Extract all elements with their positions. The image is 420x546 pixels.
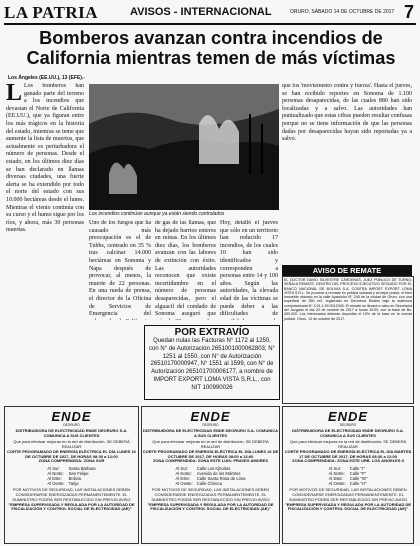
ende-logo-sub: DEORURO bbox=[63, 423, 80, 427]
lost-notice bbox=[144, 325, 280, 400]
article-column-2 bbox=[89, 220, 151, 320]
lost-notice-text: Quedan nulas las Facturas N° 1172 al 1250, con N° de Autorización 2651001000062803; N° 1251 al 1550, con N° de Autorización 26510170000947, N° 1551 al 1599, con N° de Autorización 265101700006177, a nombre de IMPORT EXPORT LOMA VISTA S.R.L., con NIT 100990026 bbox=[149, 338, 275, 391]
ad-tagline: "EMPRESA SUPERVISADA Y REGULADA POR LA AUTORIDAD DE FISCALIZACIÓN Y CONTROL SOCIAL DE ELECTRICIDAD (AE)" bbox=[8, 501, 135, 512]
article-text-col1: Los bomberos han ganado parte del terreno a los incendios que devastan el Norte de California (EE.UU.), que ya figuran entre los más trágicos en la historia del estado, mientras se teme que aumente la lista de muertos, que actualmente es perturbadora el número de personas. Desde el estado, en los últimos diez días se han declarado en llamas diversas ciudades, una fuerte alerta se ha extendido por todo el norte del estado con sus 10.000 hectáreas desde el lunes. Mientras el viento continúa con su curso y el humo sigue por los ríos, y ahora, más 30 personas muertas. bbox=[6, 83, 84, 234]
article-text-col4: Hoy, detalló el jueves que sólo en un territorio han reducido 17 incendios, de los cuales 10 han sido identificados y corresponden a personas entre 14 y 100 años. Según las autoridades, la elevada edad de las víctimas se puede deber a las dificultades de bbox=[220, 220, 278, 318]
article-text-col5: que los 'moviemento contra y fuerza'. Hasta el jueves, se han recibido reportes en Sonoma de 1.100 personas desaparecidas, de las cuales 880 han sido localizadas y a salvo. Las autoridades han puntualizado que estas cifras pueden resultar confusas porque no se tiene información de que las personas dadas por desaparecidas hayan sido reportadas ya a salvo. bbox=[282, 83, 412, 143]
ad-zone: ZONA COMPRENDIDA: ZONA SUR bbox=[38, 458, 105, 464]
ad-zone: ZONA COMPRENDIDA: ZONA ESTE URB. LOS ÁNGELES II bbox=[292, 458, 404, 464]
newspaper-logo: LA PATRIA bbox=[4, 3, 99, 22]
page-header bbox=[4, 3, 416, 25]
ad-zone: ZONA COMPRENDIDA: ZONA ESTE LUIS: PRAVES AMORES bbox=[152, 458, 269, 464]
article-text-col3: de gas de las llamas, que ha dejado barrios enteros en ruinas. En los últimos diez días, los bomberos avanzan con las labores de extinción con éxito. Las autoridades reconocen que existe incertidumbre en el número de personas desaparecidas, pero el alguacil del condado de Sonoma aseguró que bbox=[155, 220, 216, 318]
ad-intro: Que para efectuar mejoras en la red de distribución, SE DEBERÁ REALIZAR bbox=[152, 439, 269, 449]
ende-logo: ENDE bbox=[327, 409, 369, 424]
fire-photo bbox=[89, 84, 279, 210]
ad-company: DISTRIBUIDORA DE ELECTRICIDAD ENDE DEORURO S.A. COMUNICA A SUS CLIENTES bbox=[15, 428, 128, 438]
section-title: AVISOS - INTERNACIONAL bbox=[130, 6, 272, 18]
dateline: ORURO, SÁBADO 14 DE OCTUBRE DE 2017 bbox=[290, 9, 395, 15]
article-headline: Bomberos avanzan contra incendios de California mientras temen de más víctimas bbox=[26, 28, 396, 68]
ad-cut: CORTE PROGRAMADO DE ENERGÍA ELÉCTRICA EL DÍA LUNES 16 DE OCTUBRE DE 2017, DE HORAS 08:00 a 13:00 bbox=[142, 448, 279, 459]
ad-footer: POR MOTIVOS DE SEGURIDAD, LAS INSTALACIONES DEBEN CONSIDERARSE ENERGIZADAS PERMANENTEMENTE. EL SUMINISTRO PODRÁ SER RESTABLECIDO SIN PREVIO AVISO bbox=[288, 487, 408, 502]
auction-notice-title: AVISO DE REMATE bbox=[282, 265, 412, 276]
article-column-1 bbox=[6, 83, 84, 405]
ende-ad-3 bbox=[282, 406, 414, 544]
page-number: 7 bbox=[403, 2, 414, 22]
ad-cut: CORTE PROGRAMADO DE ENERGÍA ELÉCTRICA EL DÍA MARTES 17 DE OCTUBRE DE 2017, DE HORAS 08:30 a 12:00 bbox=[284, 448, 412, 459]
ad-tagline: "EMPRESA SUPERVISADA Y REGULADA POR LA AUTORIDAD DE FISCALIZACIÓN Y CONTROL SOCIAL DE ELECTRICIDAD (AE)" bbox=[147, 501, 274, 512]
fire-scene-image bbox=[89, 84, 279, 210]
ende-ad-1 bbox=[4, 406, 139, 544]
ad-streets: Al Sur: Calle "I" Al Norte: Calle "F" Al Este: Calle "W" Al Oeste: Calle "H" bbox=[328, 466, 368, 487]
article-column-5 bbox=[282, 83, 412, 261]
ad-intro: Que para efectuar mejoras en la red de distribución, SE DEBERÁ REALIZAR bbox=[13, 439, 130, 449]
photo-caption: Los incendios continúan aunque ya están siendo controlados bbox=[89, 211, 225, 217]
ad-footer: POR MOTIVOS DE SEGURIDAD, LAS INSTALACIONES DEBEN CONSIDERARSE ENERGIZADAS PERMANENTEMENTE. EL SUMINISTRO PODRÁ SER RESTABLECIDO SIN PREVIO AVISO bbox=[12, 487, 131, 502]
drop-cap: L bbox=[6, 83, 23, 106]
ende-logo: ENDE bbox=[190, 409, 231, 424]
ad-intro: Que para efectuar mejoras en la red de distribución, SE DEBERÁ REALIZAR bbox=[289, 439, 407, 449]
ende-ad-2 bbox=[141, 406, 280, 544]
ende-logo-sub: DEORURO bbox=[339, 423, 357, 427]
lost-notice-title: POR EXTRAVÍO bbox=[174, 327, 250, 338]
ad-streets: Al Sur: Calle Los Kjhuitos Al Norte: Avenida de los Mártires Al Este: Calle Santa Rosa de Lima Al Oeste: Calle Chiroca bbox=[175, 466, 246, 487]
article-column-3 bbox=[155, 220, 216, 320]
article-byline: Los Ángeles (EE.UU.), 13 (EFE).- bbox=[8, 75, 85, 81]
ad-footer: POR MOTIVOS DE SEGURIDAD, LAS INSTALACIONES DEBEN CONSIDERARSE ENERGIZADAS PERMANENTEMENTE. EL SUMINISTRO PODRÁ SER RESTABLECIDO SIN PREVIO AVISO bbox=[151, 487, 270, 502]
ad-tagline: "EMPRESA SUPERVISADA Y REGULADA POR LA AUTORIDAD DE FISCALIZACIÓN Y CONTROL SOCIAL DE ELECTRICIDAD (AE)" bbox=[284, 501, 412, 512]
ad-cut: CORTE PROGRAMADO DE ENERGÍA ELÉCTRICA EL DÍA LUNES 16 DE OCTUBRE DE 2017, DE HORAS 08:30 a 12:00 bbox=[7, 448, 136, 459]
ad-company: DISTRIBUIDORA DE ELECTRICIDAD ENDE DEORURO S.A. COMUNICA A SUS CLIENTES bbox=[143, 428, 278, 438]
auction-notice-text: EL DOCTOR DAVID SILVESTRE CÁRDENAS, JUEZ PÚBLICO DE TURNO; SEÑALA REMATE, DENTRO DEL PROCESO EJECUTIVO SEGUIDO POR EL BANCO NACIONAL DE BOLIVIA S.A. CONTRA IMPORT EXPORT LOMA VISTA S.R.L. Se procede a rematar en pública subasta y al mejor postor, el bien inmueble ubicado en la calle Ayacucho N° 245 de la ciudad de Oruro, con una superficie de 350 m2, registrado en Derechos Reales bajo la matrícula computarizada N° 4.01.1.99.0012345. El remate se llevará a cabo en Secretaría del Juzgado el día 20 de octubre de 2017 a horas 10:00, con la base de Bs. 450.000. Los interesados deberán depositar el 10% de la base en la cuenta judicial. Oruro, 13 de octubre de 2017. bbox=[282, 276, 414, 404]
article-column-4 bbox=[220, 220, 278, 320]
ende-logo-sub: DEORURO bbox=[202, 423, 219, 427]
article-text-col2: Uno de los fuegos que ha causado más preocupación es el de Tubbs, centrado en 35 % tras calcinar 14.000 hectáreas en Sonoma y Napa después de provocar, al menos, la muerte de 22 personas. En una rueda de prensa, el director de la Oficina de Servicios de Emergencia del bbox=[89, 220, 151, 318]
ad-streets: Al Sur: Santa Bárbara Al Norte: San Felipe Al Este: Bolivia Al Oeste: Tarija bbox=[47, 466, 96, 487]
ad-company: DISTRIBUIDORA DE ELECTRICIDAD ENDE DEORURO S.A. COMUNICA A SUS CLIENTES bbox=[292, 428, 404, 438]
ende-logo: ENDE bbox=[51, 409, 92, 424]
